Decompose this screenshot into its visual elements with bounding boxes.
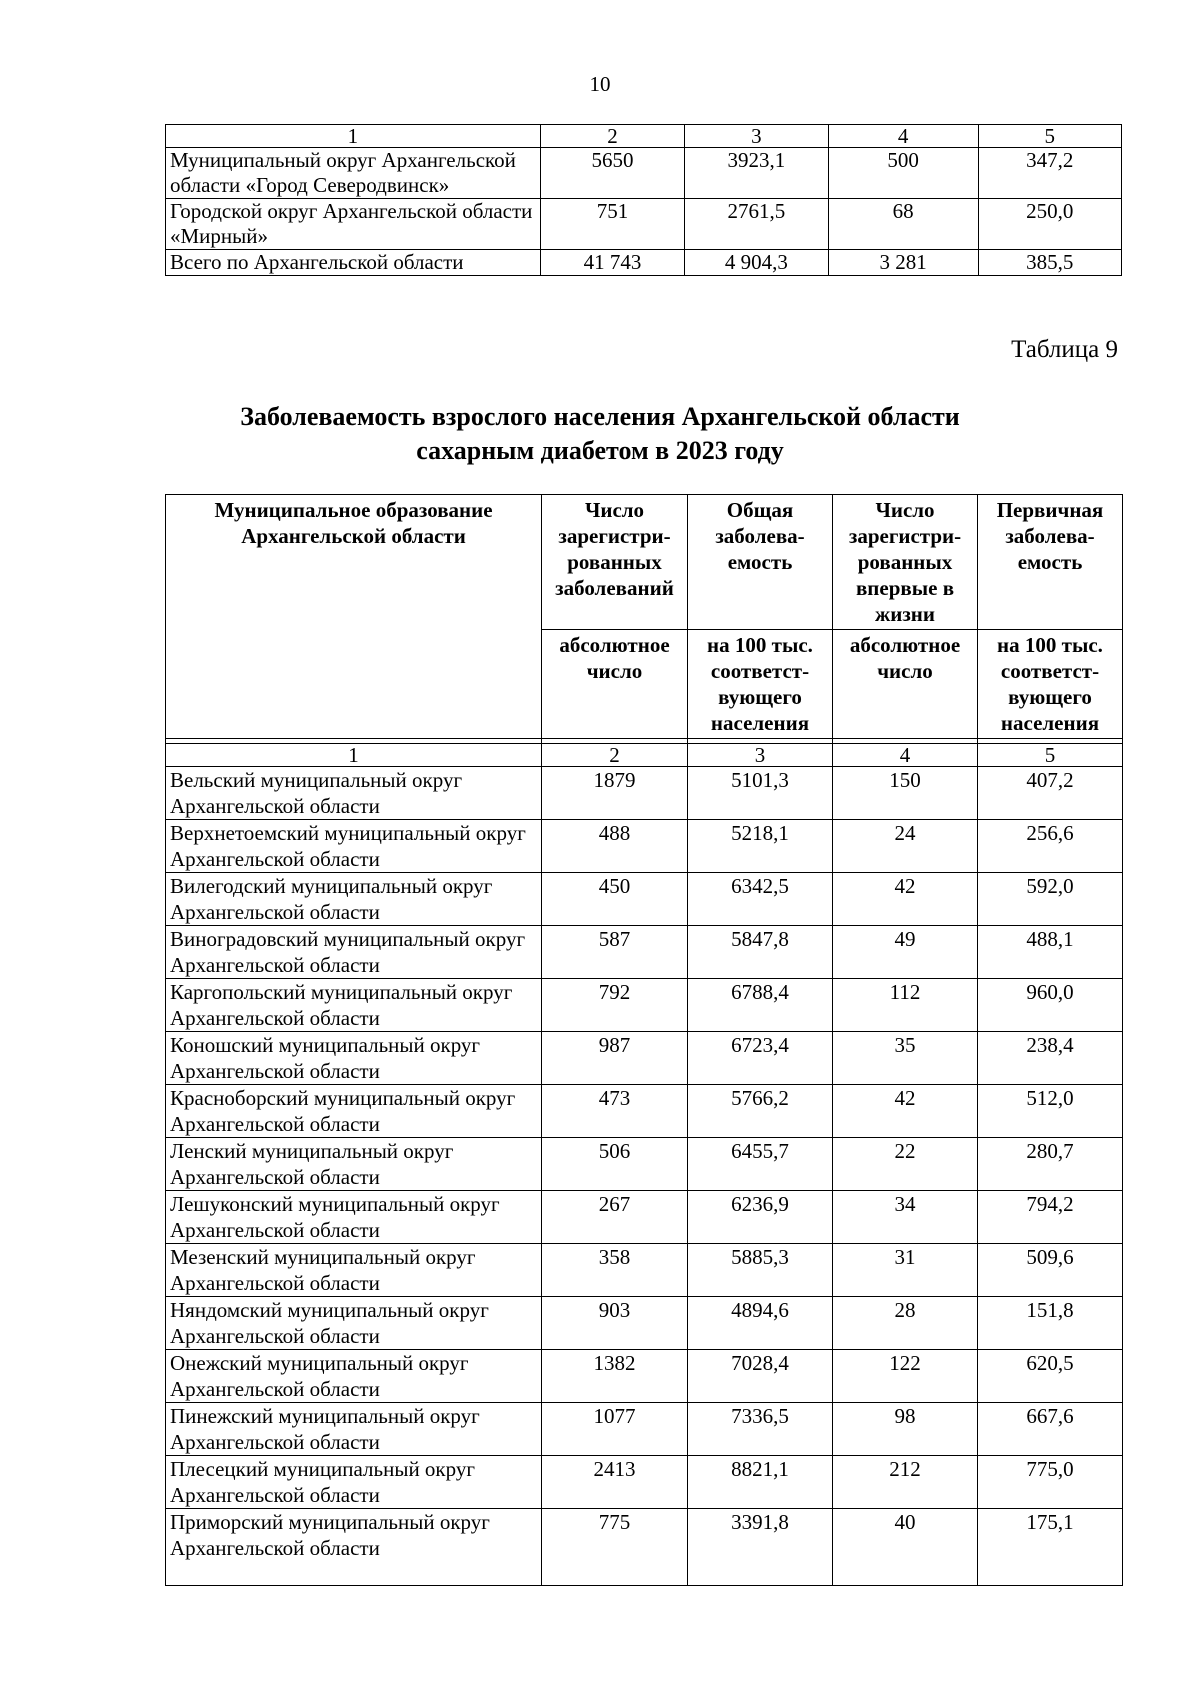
table-row bbox=[166, 873, 1123, 926]
table-row bbox=[166, 199, 1122, 250]
district-name: Муниципальный округ Архангельской области «Город Северодвинск» bbox=[166, 148, 541, 199]
table-row bbox=[166, 1032, 1123, 1085]
total-value: 41 743 bbox=[540, 250, 685, 276]
total-row bbox=[166, 250, 1122, 276]
cell-value: 42 bbox=[833, 1085, 978, 1138]
column-number: 5 bbox=[978, 125, 1121, 148]
cell-value: 407,2 bbox=[978, 767, 1123, 820]
table-row bbox=[166, 1403, 1123, 1456]
cell-value: 150 bbox=[833, 767, 978, 820]
cell-value: 792 bbox=[542, 979, 688, 1032]
district-name: Ленский муниципальный округ Архангельской области bbox=[166, 1138, 542, 1191]
cell-value: 8821,1 bbox=[688, 1456, 833, 1509]
cell-value: 2761,5 bbox=[685, 199, 828, 250]
cell-value: 960,0 bbox=[978, 979, 1123, 1032]
total-label: Всего по Архангельской области bbox=[166, 250, 541, 276]
district-name: Верхнетоемский муниципальный округ Архангельской области bbox=[166, 820, 542, 873]
cell-value: 6788,4 bbox=[688, 979, 833, 1032]
cell-value: 151,8 bbox=[978, 1297, 1123, 1350]
column-number: 1 bbox=[166, 125, 541, 148]
cell-value: 212 bbox=[833, 1456, 978, 1509]
cell-value: 794,2 bbox=[978, 1191, 1123, 1244]
cell-value: 488 bbox=[542, 820, 688, 873]
column-number: 1 bbox=[166, 744, 542, 767]
continued-table bbox=[165, 124, 1122, 276]
cell-value: 450 bbox=[542, 873, 688, 926]
cell-value: 5218,1 bbox=[688, 820, 833, 873]
cell-value: 98 bbox=[833, 1403, 978, 1456]
header-primary-morbidity: Первичная заболева-емость bbox=[978, 495, 1123, 630]
unit-label: абсолютное число bbox=[833, 630, 978, 739]
cell-value: 775,0 bbox=[978, 1456, 1123, 1509]
district-name: Мезенский муниципальный округ Архангельской области bbox=[166, 1244, 542, 1297]
district-name: Городской округ Архангельской области «Мирный» bbox=[166, 199, 541, 250]
cell-value: 175,1 bbox=[978, 1509, 1123, 1586]
cell-value: 68 bbox=[828, 199, 978, 250]
cell-value: 6455,7 bbox=[688, 1138, 833, 1191]
district-name: Вилегодский муниципальный округ Архангельской области bbox=[166, 873, 542, 926]
cell-value: 903 bbox=[542, 1297, 688, 1350]
cell-value: 751 bbox=[540, 199, 685, 250]
cell-value: 250,0 bbox=[978, 199, 1121, 250]
cell-value: 122 bbox=[833, 1350, 978, 1403]
cell-value: 7336,5 bbox=[688, 1403, 833, 1456]
total-value: 3 281 bbox=[828, 250, 978, 276]
column-number: 2 bbox=[540, 125, 685, 148]
table-row bbox=[166, 1244, 1123, 1297]
morbidity-table bbox=[165, 494, 1123, 1586]
unit-label: на 100 тыс. соответст-вующего населения bbox=[978, 630, 1123, 739]
cell-value: 3923,1 bbox=[685, 148, 828, 199]
cell-value: 500 bbox=[828, 148, 978, 199]
cell-value: 512,0 bbox=[978, 1085, 1123, 1138]
table-row bbox=[166, 1138, 1123, 1191]
header-municipality: Муниципальное образование Архангельской области bbox=[166, 495, 542, 739]
district-name: Няндомский муниципальный округ Архангельской области bbox=[166, 1297, 542, 1350]
district-name: Плесецкий муниципальный округ Архангельской области bbox=[166, 1456, 542, 1509]
cell-value: 31 bbox=[833, 1244, 978, 1297]
cell-value: 238,4 bbox=[978, 1032, 1123, 1085]
cell-value: 6236,9 bbox=[688, 1191, 833, 1244]
district-name: Пинежский муниципальный округ Архангельской области bbox=[166, 1403, 542, 1456]
cell-value: 256,6 bbox=[978, 820, 1123, 873]
cell-value: 34 bbox=[833, 1191, 978, 1244]
district-name: Коношский муниципальный округ Архангельской области bbox=[166, 1032, 542, 1085]
cell-value: 506 bbox=[542, 1138, 688, 1191]
header-first-registered: Число зарегистри-рованных впервые в жизни bbox=[833, 495, 978, 630]
cell-value: 5885,3 bbox=[688, 1244, 833, 1297]
cell-value: 49 bbox=[833, 926, 978, 979]
cell-value: 40 bbox=[833, 1509, 978, 1586]
cell-value: 473 bbox=[542, 1085, 688, 1138]
page-number: 10 bbox=[589, 72, 611, 96]
header-registered: Число зарегистри-рованных заболеваний bbox=[542, 495, 688, 630]
table-row bbox=[166, 148, 1122, 199]
cell-value: 1879 bbox=[542, 767, 688, 820]
cell-value: 347,2 bbox=[978, 148, 1121, 199]
cell-value: 5766,2 bbox=[688, 1085, 833, 1138]
district-name: Красноборский муниципальный округ Архангельской области bbox=[166, 1085, 542, 1138]
table-row bbox=[166, 820, 1123, 873]
column-number: 3 bbox=[688, 744, 833, 767]
table-row bbox=[166, 1350, 1123, 1403]
title-line-1: Заболеваемость взрослого населения Архангельской области bbox=[240, 402, 960, 431]
district-name: Приморский муниципальный округ Архангельской области bbox=[166, 1509, 542, 1586]
table-row bbox=[166, 1509, 1123, 1586]
cell-value: 35 bbox=[833, 1032, 978, 1085]
cell-value: 5101,3 bbox=[688, 767, 833, 820]
title-line-2: сахарным диабетом в 2023 году bbox=[416, 436, 784, 465]
cell-value: 358 bbox=[542, 1244, 688, 1297]
table-caption: Таблица 9 bbox=[1011, 336, 1118, 363]
cell-value: 7028,4 bbox=[688, 1350, 833, 1403]
table-row bbox=[166, 767, 1123, 820]
district-name: Каргопольский муниципальный округ Архангельской области bbox=[166, 979, 542, 1032]
header-total-morbidity: Общая заболева-емость bbox=[688, 495, 833, 630]
column-number: 2 bbox=[542, 744, 688, 767]
cell-value: 509,6 bbox=[978, 1244, 1123, 1297]
table-row bbox=[166, 1085, 1123, 1138]
district-name: Виноградовский муниципальный округ Архангельской области bbox=[166, 926, 542, 979]
column-number: 4 bbox=[833, 744, 978, 767]
total-value: 385,5 bbox=[978, 250, 1121, 276]
cell-value: 3391,8 bbox=[688, 1509, 833, 1586]
cell-value: 280,7 bbox=[978, 1138, 1123, 1191]
cell-value: 6342,5 bbox=[688, 873, 833, 926]
cell-value: 267 bbox=[542, 1191, 688, 1244]
cell-value: 28 bbox=[833, 1297, 978, 1350]
district-name: Лешуконский муниципальный округ Архангельской области bbox=[166, 1191, 542, 1244]
cell-value: 42 bbox=[833, 873, 978, 926]
table-row bbox=[166, 1456, 1123, 1509]
cell-value: 775 bbox=[542, 1509, 688, 1586]
table-row bbox=[166, 979, 1123, 1032]
district-name: Вельский муниципальный округ Архангельской области bbox=[166, 767, 542, 820]
cell-value: 488,1 bbox=[978, 926, 1123, 979]
column-number-row bbox=[166, 744, 1123, 767]
cell-value: 587 bbox=[542, 926, 688, 979]
cell-value: 5650 bbox=[540, 148, 685, 199]
column-number-row bbox=[166, 125, 1122, 148]
cell-value: 1382 bbox=[542, 1350, 688, 1403]
cell-value: 24 bbox=[833, 820, 978, 873]
total-value: 4 904,3 bbox=[685, 250, 828, 276]
cell-value: 22 bbox=[833, 1138, 978, 1191]
cell-value: 620,5 bbox=[978, 1350, 1123, 1403]
cell-value: 112 bbox=[833, 979, 978, 1032]
column-number: 4 bbox=[828, 125, 978, 148]
table-title bbox=[0, 400, 1200, 468]
table-row bbox=[166, 926, 1123, 979]
header-row bbox=[166, 495, 1123, 630]
unit-label: абсолютное число bbox=[542, 630, 688, 739]
cell-value: 592,0 bbox=[978, 873, 1123, 926]
cell-value: 4894,6 bbox=[688, 1297, 833, 1350]
cell-value: 1077 bbox=[542, 1403, 688, 1456]
unit-label: на 100 тыс. соответст-вующего населения bbox=[688, 630, 833, 739]
cell-value: 5847,8 bbox=[688, 926, 833, 979]
column-number: 3 bbox=[685, 125, 828, 148]
cell-value: 987 bbox=[542, 1032, 688, 1085]
table-row bbox=[166, 1191, 1123, 1244]
cell-value: 6723,4 bbox=[688, 1032, 833, 1085]
district-name: Онежский муниципальный округ Архангельской области bbox=[166, 1350, 542, 1403]
column-number: 5 bbox=[978, 744, 1123, 767]
table-row bbox=[166, 1297, 1123, 1350]
cell-value: 2413 bbox=[542, 1456, 688, 1509]
cell-value: 667,6 bbox=[978, 1403, 1123, 1456]
